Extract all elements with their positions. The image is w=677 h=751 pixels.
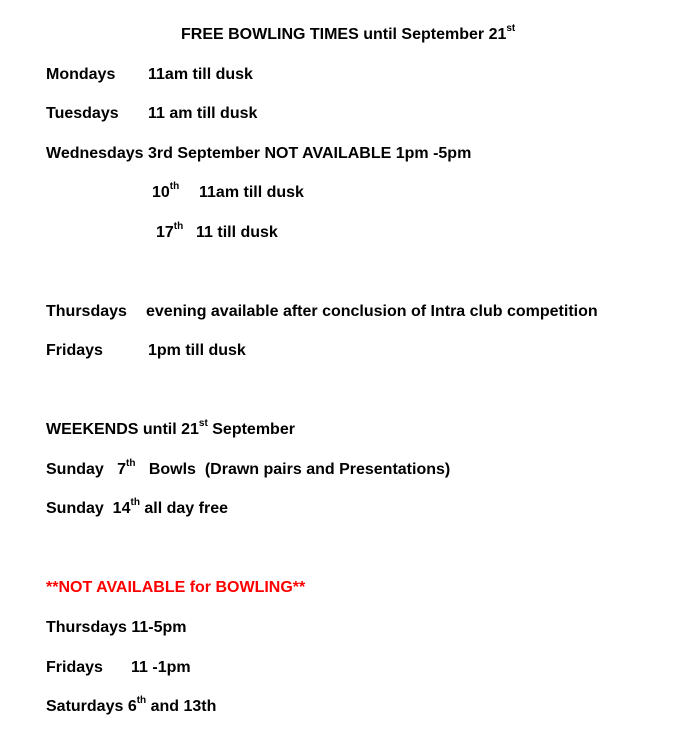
not-available-fridays-time: 11 -1pm [131,659,191,676]
not-available-heading: **NOT AVAILABLE for BOWLING** [46,579,306,596]
thursdays-time: evening available after conclusion of Intra club competition [146,303,598,320]
thursdays-day: Thursdays [46,303,127,320]
sunday-7-row: Sunday 7th Bowls (Drawn pairs and Presentations) [46,457,451,478]
wednesdays-first: 3rd September NOT AVAILABLE 1pm -5pm [147,145,472,162]
weekends-heading: WEEKENDS until 21st September [46,417,295,438]
not-available-saturdays: Saturdays 6th and 13th [46,694,217,715]
wednesdays-row [46,144,471,164]
not-available-thursdays: Thursdays 11-5pm [46,619,187,636]
not-available-fridays-day: Fridays [46,659,103,676]
sunday-14-row: Sunday 14th all day free [46,496,228,517]
fridays-day: Fridays [46,342,103,359]
wednesdays-third-date: 17th [156,220,184,241]
wednesdays-second-date: 10th [152,180,180,201]
tuesdays-day: Tuesdays [46,105,119,122]
mondays-day: Mondays [46,66,116,83]
wednesdays-day: Wednesdays [46,145,144,162]
page-title: FREE BOWLING TIMES until September 21st [181,22,516,43]
mondays-time: 11am till dusk [148,66,253,83]
tuesdays-time: 11 am till dusk [148,105,258,122]
wednesdays-third-time: 11 till dusk [196,224,278,241]
fridays-time: 1pm till dusk [148,342,246,359]
wednesdays-second-time: 11am till dusk [199,184,304,201]
